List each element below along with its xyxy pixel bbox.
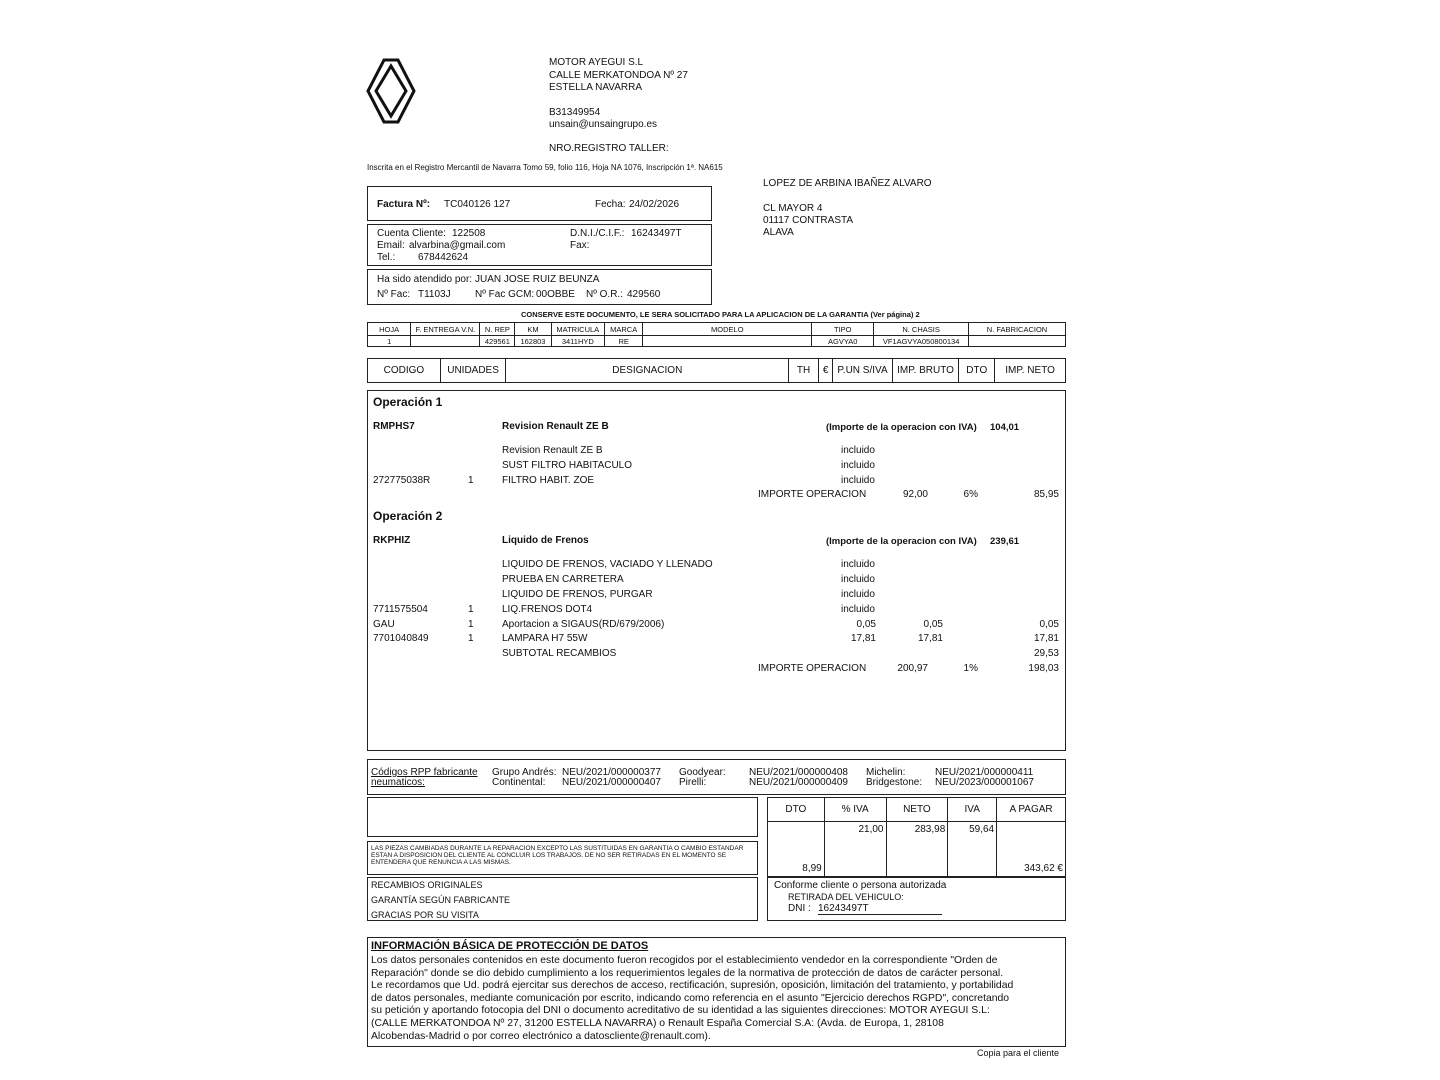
rpp-brand: Pirelli: [679,777,707,788]
vehicle-header-cell: MATRICULA [551,323,605,336]
atendido-value: JUAN JOSE RUIZ BEUNZA [475,274,600,285]
vehicle-header-cell: N. FABRICACION [969,323,1066,336]
rpp-code: NEU/2021/000000377 [562,767,661,778]
attended-box [367,269,712,305]
factura-label: Factura Nº: [377,199,431,210]
operation-importe-value: 239,61 [990,536,1020,548]
rpp-brand: Continental: [492,777,546,788]
nfac-gcm-value: 00OBBE [536,289,575,300]
renault-logo [366,58,416,124]
subtotal-label: SUBTOTAL RECAMBIOS [502,648,617,660]
subtotal-value: 29,53 [1033,648,1059,660]
line-code: 7701040849 [373,633,429,645]
operation-name: Liquido de Frenos [502,535,589,547]
conforme-title: Conforme cliente o persona autorizada [774,880,947,891]
customer-city: 01117 CONTRASTA [763,215,854,226]
header-unidades: UNIDADES [440,359,506,383]
footer-line: GRACIAS POR SU VISITA [371,910,479,920]
operation-importe-value: 104,01 [990,422,1020,433]
totals-header-apagar: A PAGAR [997,798,1066,822]
fax-label: Fax: [570,240,590,251]
operation-total-dto: 6% [963,489,978,501]
privacy-text [371,955,1013,1043]
customer-name: LOPEZ DE ARBINA IBAÑEZ ALVARO [763,178,932,189]
lines-header-table [367,358,1066,383]
rpp-code: NEU/2021/000000409 [749,777,848,788]
line-units: 1 [468,603,474,615]
line-units: 1 [468,618,474,630]
lines-body [367,390,1066,751]
vehicle-header-cell: MODELO [643,323,812,336]
tel-value: 678442624 [418,252,469,263]
privacy-line: de datos personales, mediante comunicación por escrito, indicando como referencia en el asunto "Ejercicio derechos RGPD", concretando [371,992,1010,1004]
rpp-code: NEU/2023/000001067 [935,777,1034,788]
conforme-dni-label: DNI : [788,903,811,914]
line-code: GAU [373,618,395,630]
line-desc: LAMPARA H7 55W [502,633,588,645]
privacy-line: (CALLE MERKATONDOA Nº 27, 31200 ESTELLA NAVARRA) o Renault España Comercial S.A: (Avda. de Europa, 1, 28108 [371,1017,944,1029]
vehicle-header-cell: KM [515,323,551,336]
header-th: TH [789,359,819,383]
operation-total-label: IMPORTE OPERACION [758,489,867,501]
operation-importe-label: (Importe de la operacion con IVA) [826,422,977,433]
operation-title: Operación 1 [373,395,443,409]
nfac-gcm-label: Nº Fac GCM: [475,289,535,300]
vehicle-value-cell: 429561 [480,336,515,347]
retirada-label: RETIRADA DEL VEHICULO: [788,892,904,902]
vehicle-value-cell: 3411HYD [551,336,605,347]
header-designacion: DESIGNACION [506,359,789,383]
vehicle-header-cell: N. REP [480,323,515,336]
nor-label: Nº O.R.: [586,289,623,300]
footer-line: GARANTÍA SEGÚN FABRICANTE [371,895,511,905]
rpp-brand: Grupo Andrés: [492,767,557,778]
vehicle-value-cell: RE [605,336,643,347]
totals-header-iva: IVA [948,798,997,822]
line-desc: LIQUIDO DE FRENOS, VACIADO Y LLENADO [502,559,713,571]
privacy-line: su petición y aportando fotocopia del DNI o documento acreditativo de su identidad a las siguientes direcciones: MOTOR AYEGUI S.L: [371,1005,990,1017]
operation-total-bruto: 200,97 [897,663,928,674]
line-code: 7711575504 [373,603,428,615]
vehicle-value-cell [643,336,812,347]
privacy-box [367,937,1066,1047]
operation-total-label: IMPORTE OPERACION [758,663,867,674]
privacy-line: Alcobendas-Madrid o por correo electrónico a datoscliente@renault.com). [371,1030,711,1042]
conforme-box [767,877,1066,921]
rpp-brand: Michelin: [866,767,906,778]
header-euro: € [818,359,832,383]
rpp-box [367,759,1066,795]
factura-value: TC040126 127 [444,199,511,210]
rpp-brand: Goodyear: [679,767,726,778]
line-pun: incluido [841,574,875,586]
cuenta-label: Cuenta Cliente: [377,228,446,239]
line-desc: PRUEBA EN CARRETERA [502,574,624,586]
vehicle-value-cell: 1 [368,336,411,347]
nfac-value: T1103J [418,289,451,300]
line-desc: SUST FILTRO HABITACULO [502,459,633,471]
rpp-label2: neumaticos: [371,777,425,788]
email-label: Email: [377,240,405,251]
totals-neto: 283,98 [886,822,948,877]
company-address1: CALLE MERKATONDOA Nº 27 [549,70,688,81]
line-bruto: 17,81 [917,633,943,645]
totals-header-row [768,798,1066,822]
line-desc: LIQUIDO DE FRENOS, PURGAR [502,589,653,600]
totals-value-row [768,822,1066,877]
vehicle-value-cell: 162803 [515,336,551,347]
cuenta-value: 122508 [452,228,486,239]
invoice-number-box [367,186,712,221]
registro-taller: NRO.REGISTRO TALLER: [549,143,669,154]
operation-name: Revision Renault ZE B [502,421,609,432]
rpp-brand: Bridgestone: [866,777,923,788]
totals-iva-pct: 21,00 [824,822,886,877]
privacy-title: INFORMACIÓN BÁSICA DE PROTECCIÓN DE DATOS [371,940,649,952]
company-email: unsain@unsaingrupo.es [549,119,658,130]
operation-title: Operación 2 [373,509,443,524]
email-value: alvarbina@gmail.com [409,240,506,251]
atendido-label: Ha sido atendido por: [377,274,473,285]
tel-label: Tel.: [377,252,396,263]
operation-total-neto: 198,03 [1028,663,1059,674]
totals-header-dto: DTO [768,798,825,822]
vehicle-value-cell: AGVYA0 [812,336,874,347]
line-neto: 0,05 [1039,618,1059,630]
line-desc: LIQ.FRENOS DOT4 [502,603,593,615]
nor-value: 429560 [627,289,661,300]
vehicle-value-cell [411,336,480,347]
line-bruto: 0,05 [923,618,943,630]
vehicle-value-row [368,336,1066,347]
line-desc: Aportacion a SIGAUS(RD/679/2006) [502,618,665,630]
footer-line: RECAMBIOS ORIGINALES [371,880,483,890]
vehicle-header-row [368,323,1066,336]
totals-dto: 8,99 [768,822,825,877]
header-pun: P.UN S/IVA [833,359,892,383]
rpp-code: NEU/2021/000000411 [935,767,1034,778]
company-name: MOTOR AYEGUI S.L [549,57,644,68]
vehicle-header-cell: F. ENTREGA V.N. [411,323,480,336]
totals-iva: 59,64 [948,822,997,877]
header-bruto: IMP. BRUTO [892,359,959,383]
vehicle-value-cell: VF1AGVYA050800134 [874,336,969,347]
line-units: 1 [468,474,474,486]
registro-mercantil: Inscrita en el Registro Mercantil de Navarra Tomo 59, folio 116, Hoja NA 1076, Inscripción 1ª. NA615 [367,163,723,172]
client-info-box [367,224,712,266]
rpp-label1: Códigos RPP fabricante [371,767,478,778]
privacy-line: Le recordamos que Ud. podrá ejercitar sus derechos de acceso, rectificación, supresión, oposición, limitación del tratamiento, y portabilidad [371,980,1014,992]
operation-importe-label: (Importe de la operacion con IVA) [826,536,977,548]
operation-code: RMPHS7 [373,421,415,432]
lines-header-row [368,359,1066,383]
vehicle-header-cell: N. CHASIS [874,323,969,336]
line-pun: incluido [841,474,875,486]
vehicle-header-cell: TIPO [812,323,874,336]
privacy-line: Los datos personales contenidos en este documento fueron recogidos por el establecimiento vendedor en la correspondiente "Orden de [371,955,998,966]
privacy-line: Reparación" donde se dio debido cumplimiento a los requerimientos legales de la normativa de protección de datos de carácter personal. [371,967,1004,979]
customer-province: ALAVA [763,227,794,238]
dni-value: 16243497T [631,228,682,239]
rpp-code: NEU/2021/000000408 [749,767,848,778]
dni-label: D.N.I./C.I.F.: [570,228,625,239]
piezas-note: LAS PIEZAS CAMBIADAS DURANTE LA REPARACION EXCEPTO LAS SUSTITUIDAS EN GARANTIA O CAMBIO ESTANDAR ESTAN A DISPOSICION DEL CLIENTE AL CONCLUIR LOS TRABAJOS. DE NO SER RETIRADAS EN EL MOMENTO SE ENTENDERA QUE RENUNCIA A LAS MISMAS. [371,845,744,866]
copy-note: Copia para el cliente [977,1048,1060,1058]
totals-header-neto: NETO [886,798,948,822]
header-neto: IMP. NETO [995,359,1066,383]
operation-total-neto: 85,95 [1033,489,1059,501]
line-desc: FILTRO HABIT. ZOE [502,474,595,486]
customer-street: CL MAYOR 4 [763,203,823,214]
totals-header-iva-pct: % IVA [824,798,886,822]
blank-box [367,797,758,837]
header-codigo: CODIGO [368,359,441,383]
header-dto: DTO [959,359,995,383]
line-pun: incluido [841,445,875,456]
company-address2: ESTELLA NAVARRA [549,82,642,93]
fecha-value: 24/02/2026 [629,199,680,210]
fecha-label: Fecha: [595,199,626,210]
line-pun: 0,05 [856,618,876,630]
line-pun: 17,81 [850,633,876,645]
line-pun: incluido [841,459,875,471]
footer-left-box [367,877,758,921]
nfac-label: Nº Fac: [377,289,411,300]
piezas-note-box [367,841,758,875]
operation-code: RKPHIZ [373,535,411,547]
totals-table [767,797,1066,877]
operation-total-dto: 1% [963,663,978,674]
company-cif: B31349954 [549,107,601,118]
line-pun: incluido [841,603,875,615]
line-pun: incluido [841,559,875,571]
warranty-note: CONSERVE ESTE DOCUMENTO, LE SERA SOLICITADO PARA LA APLICACION DE LA GARANTIA (Ver página) 2 [521,310,920,319]
line-desc: Revision Renault ZE B [502,445,603,456]
line-units: 1 [468,633,474,645]
rpp-code: NEU/2021/000000407 [562,777,661,788]
line-pun: incluido [841,589,875,600]
line-code: 272775038R [373,474,431,486]
operation-total-bruto: 92,00 [902,489,928,501]
vehicle-header-cell: HOJA [368,323,411,336]
line-neto: 17,81 [1033,633,1059,645]
vehicle-table [367,322,1066,347]
vehicle-header-cell: MARCA [605,323,643,336]
conforme-dni-value: 16243497T [818,903,942,915]
totals-apagar: 343,62 € [997,822,1066,877]
vehicle-value-cell [969,336,1066,347]
